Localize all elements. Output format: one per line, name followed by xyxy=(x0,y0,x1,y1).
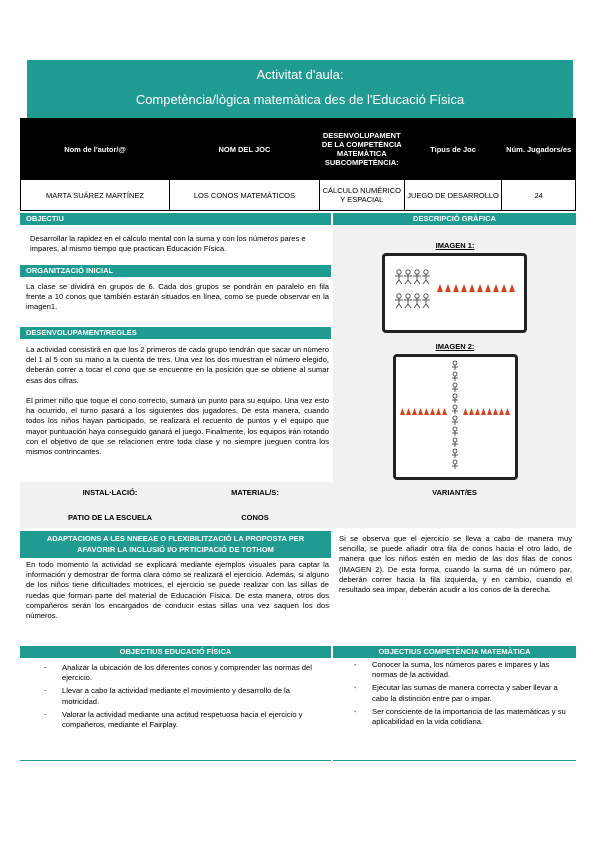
math-objective-item: - Ejecutar las sumas de manera correcta y saber llevar a cabo la distinción entre par o impar. xyxy=(350,683,570,703)
people-group-2 xyxy=(395,294,430,308)
people-group-1 xyxy=(395,270,430,284)
math-objectives-list xyxy=(350,660,570,730)
header-subtitle: Competència/lògica matemàtica des de l'Educació Física xyxy=(135,92,465,107)
material-title: MATERIAL/S: xyxy=(231,488,279,497)
image2-frame xyxy=(393,354,518,480)
image1-diagram xyxy=(385,256,524,330)
header-game-name: NOM DEL JOC xyxy=(169,119,319,180)
pe-objective-item: - Llevar a cabo la actividad mediante el movimiento y desarrollo de la motricidad. xyxy=(40,686,325,706)
math-objective-item: - Conocer la suma, los números pares e impares y las normas de la actividad. xyxy=(350,660,570,680)
game-name-value: LOS CONOS MATEMÁTICOS xyxy=(169,180,319,211)
cones-right xyxy=(463,408,510,415)
header-players: Núm. Jugadors/es xyxy=(502,119,576,180)
image1-label: IMAGEN 1: xyxy=(435,241,475,250)
bottom-divider-left xyxy=(20,760,331,761)
pe-objectives-bar: OBJECTIUS EDUCACIÓ FÍSICA xyxy=(20,646,331,658)
image1-frame xyxy=(382,253,527,333)
header-author: Nom de l'autor/@ xyxy=(21,119,170,180)
header-competence: DESENVOLUPAMENT DE LA COMPETÈNCIA MATEMÀTICA SUBCOMPETÈNCIA: xyxy=(319,119,404,180)
development-bar: DESENVOLUPAMENT/REGLES xyxy=(20,327,331,339)
info-table xyxy=(20,118,576,211)
math-objectives-bar: OBJECTIUS COMPETÈNCIA MATEMÀTICA xyxy=(333,646,576,658)
adaptations-text: En todo momento la actividad se explicará mediante ejemplos visuales para captar la información y demostrar de forma clara cómo se realizará el ejercicio. Además, si alguno de los niños tiene dificultades motrices, el ejercicio se puede realizar con las sillas de ruedas que forman parte del material de Educación Física. De esta manera, otros dos compañeros serán los encargados de conducir estas sillas una vez saquen los dos números. xyxy=(26,560,329,621)
objective-text: Desarrollar la rapidez en el cálculo mental con la suma y con los números pares e impares, al mismo tiempo que practican Educación Física. xyxy=(30,234,306,254)
game-type-value: JUEGO DE DESARROLLO xyxy=(404,180,502,211)
header-game-type: Tipus de Joc xyxy=(404,119,502,180)
variants-title: VARIANT/ES xyxy=(432,488,477,497)
image2-label: IMAGEN 2: xyxy=(435,342,475,351)
competence-value: CÁLCULO NUMÉRICO Y ESPACIAL xyxy=(319,180,404,211)
players-value: 24 xyxy=(502,180,576,211)
cones-left xyxy=(400,408,447,415)
organization-bar: ORGANITZACIÓ INICIAL xyxy=(20,265,331,277)
adaptations-title-line1: ADAPTACIONS A LES NNEEAE O FLEXIBILITZACIÓ LA PROPOSTA PER xyxy=(46,534,305,543)
development-paragraph-1: La actividad consistirá en que los 2 primeros de cada grupo tendrán que sacar un número del 1 al 5 con su mano a la cuenta de tres. Una vez los dos muestran el número elegido, deberán correr a tocar el cono que se encuentre en la posición que se obtiene al sumar esas dos cifras. xyxy=(26,345,329,385)
people-column xyxy=(452,361,458,469)
objective-bar: OBJECTIU xyxy=(20,213,331,225)
material-value: CONOS xyxy=(241,513,269,522)
pe-objectives-list xyxy=(40,663,325,733)
header-title: Activitat d'aula: xyxy=(256,67,344,82)
install-value: PATIO DE LA ESCUELA xyxy=(67,513,153,522)
image2-diagram xyxy=(396,357,515,477)
install-title: INSTAL·LACIÓ: xyxy=(82,488,138,497)
bottom-divider-right xyxy=(333,760,576,761)
cones-row xyxy=(437,284,515,292)
activity-header xyxy=(27,60,573,118)
development-paragraph-2: El primer niño que toque el cono correcto, sumará un punto para su equipo. Una vez esto ha ocurrido, el turno pasará a los siguientes dos jugadores. De esta manera, cuando todos los niños hayan participado, se realizará el recuento de puntos y el equipo que mayor puntuación haya conseguido ganará el juego. Finalmente, los equipos irán rotando con el objetivo de que se relacionen entre toda clase y no siempre jueguen contra los mismos contrincantes. xyxy=(26,396,329,457)
pe-objective-item: - Analizar la ubicación de los diferentes conos y comprender las normas del ejercicio. xyxy=(40,663,325,683)
graphic-description-bar: DESCRIPCIÓ GRÀFICA xyxy=(333,213,576,225)
adaptations-title-line2: AFAVORIR LA INCLUSIÓ I/O PRTICIPACIÓ DE TOTHOM xyxy=(77,545,274,554)
variants-text: Si se observa que el ejercicio se lleva a cabo de manera muy sencilla, se puede añadir otra fila de conos hacia el otro lado, de manera que los niños estén en medio de las dos filas de conos (IMAGEN 2). De esta forma, cuando la suma dé un número par, deberán correr hacia la fila izquierda, y en cambio, cuando el resultado sea impar, deberán acudir a los conos de la derecha. xyxy=(339,534,572,595)
math-objective-item: - Ser consciente de la importancia de las matemáticas y su aplicabilidad en la vida cotidiana. xyxy=(350,707,570,727)
adaptations-bar xyxy=(20,531,331,558)
organization-text: La clase se dividirá en grupos de 6. Cada dos grupos se pondrán en paralelo en fila frente a 10 conos que también estarán situados en línea, como se puede observar en la imagen1. xyxy=(26,282,329,312)
author-value: MARTA SUÁREZ MARTÍNEZ xyxy=(21,180,170,211)
pe-objective-item: - Valorar la actividad mediante una actitud respetuosa hacia el ejercicio y compañeros, mediante el Fairplay. xyxy=(40,710,325,730)
